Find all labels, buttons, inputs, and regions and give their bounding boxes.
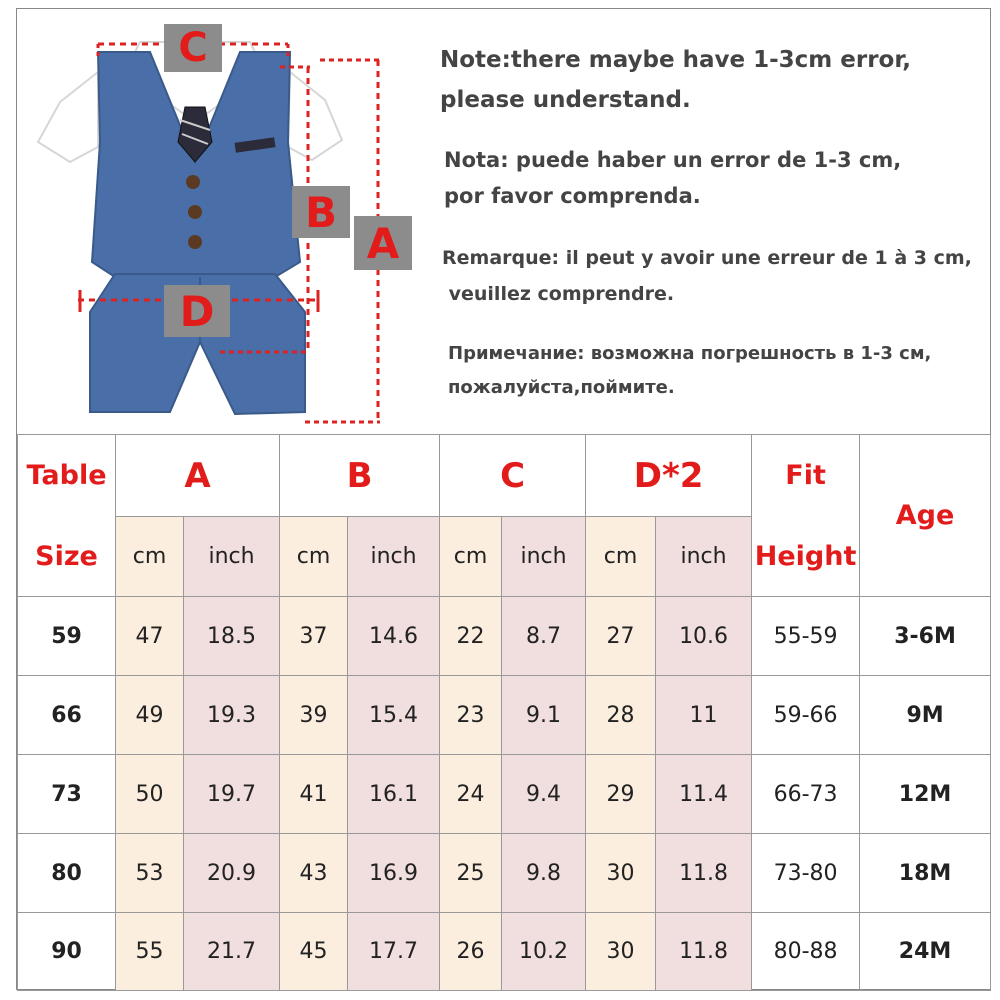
cell-c-inch: 9.8 [502,834,586,913]
button-3 [188,235,202,249]
cell-b-cm: 41 [280,755,348,834]
cell-a-inch: 20.9 [184,834,280,913]
label-d: D [164,285,230,337]
note-es-line2: por favor comprenda. [444,184,701,208]
cell-b-inch: 16.1 [348,755,440,834]
cell-a-inch: 19.3 [184,676,280,755]
cell-d-cm: 29 [586,755,656,834]
cell-d-inch: 11 [656,676,752,755]
unit-a-inch: inch [184,517,280,597]
header-fit: Fit [752,435,860,517]
cell-age: 9M [860,676,991,755]
unit-b-inch: inch [348,517,440,597]
table-row [18,755,991,834]
cell-d-cm: 27 [586,597,656,676]
cell-age: 12M [860,755,991,834]
cell-b-cm: 43 [280,834,348,913]
cell-b-inch: 15.4 [348,676,440,755]
unit-a-cm: cm [116,517,184,597]
size-table [17,434,991,991]
label-b: B [292,186,350,238]
cell-c-inch: 9.1 [502,676,586,755]
label-a: A [354,216,412,270]
table-row [18,913,991,991]
note-en-line2: please understand. [440,87,691,113]
left-sleeve [38,72,98,162]
unit-d-inch: inch [656,517,752,597]
header-c: C [440,435,586,517]
cell-d-inch: 11.4 [656,755,752,834]
button-2 [188,205,202,219]
cell-a-cm: 50 [116,755,184,834]
cell-c-inch: 9.4 [502,755,586,834]
note-es-line1: Nota: puede haber un error de 1-3 cm, [444,148,902,172]
cell-a-inch: 19.7 [184,755,280,834]
cell-a-inch: 21.7 [184,913,280,991]
cell-size: 90 [18,913,116,991]
cell-d-inch: 11.8 [656,834,752,913]
cell-c-inch: 10.2 [502,913,586,991]
header-age: Age [860,435,991,597]
cell-b-inch: 16.9 [348,834,440,913]
cell-c-cm: 24 [440,755,502,834]
cell-b-cm: 37 [280,597,348,676]
unit-c-inch: inch [502,517,586,597]
header-b: B [280,435,440,517]
cell-age: 24M [860,913,991,991]
cell-size: 80 [18,834,116,913]
cell-b-inch: 17.7 [348,913,440,991]
note-ru-line2: пожалуйста,поймите. [448,377,675,398]
cell-b-inch: 14.6 [348,597,440,676]
cell-b-cm: 45 [280,913,348,991]
cell-height: 80-88 [752,913,860,991]
note-ru-line1: Примечание: возможна погрешность в 1-3 см, [448,343,932,364]
cell-b-cm: 39 [280,676,348,755]
cell-size: 66 [18,676,116,755]
header-table: Table [18,435,116,517]
note-fr-line1: Remarque: il peut y avoir une erreur de 1 à 3 cm, [442,247,972,269]
cell-a-cm: 47 [116,597,184,676]
header-a: A [116,435,280,517]
cell-height: 55-59 [752,597,860,676]
cell-height: 66-73 [752,755,860,834]
unit-b-cm: cm [280,517,348,597]
cell-c-cm: 26 [440,913,502,991]
note-en-line1: Note:there maybe have 1-3cm error, [440,47,912,73]
table-row [18,676,991,755]
cell-age: 3-6M [860,597,991,676]
cell-d-cm: 30 [586,913,656,991]
cell-d-cm: 28 [586,676,656,755]
cell-c-cm: 22 [440,597,502,676]
cell-size: 73 [18,755,116,834]
right-sleeve [288,72,342,160]
unit-d-cm: cm [586,517,656,597]
header-height: Height [752,517,860,597]
header-d: D*2 [586,435,752,517]
cell-a-cm: 49 [116,676,184,755]
cell-d-inch: 10.6 [656,597,752,676]
cell-height: 73-80 [752,834,860,913]
cell-c-inch: 8.7 [502,597,586,676]
note-fr-line2: veuillez comprendre. [442,283,675,305]
label-c: C [164,24,222,72]
table-row [18,597,991,676]
cell-age: 18M [860,834,991,913]
cell-size: 59 [18,597,116,676]
cell-a-inch: 18.5 [184,597,280,676]
cell-d-inch: 11.8 [656,913,752,991]
table-row [18,834,991,913]
cell-c-cm: 25 [440,834,502,913]
cell-c-cm: 23 [440,676,502,755]
cell-a-cm: 55 [116,913,184,991]
cell-height: 59-66 [752,676,860,755]
cell-d-cm: 30 [586,834,656,913]
header-size: Size [18,517,116,597]
cell-a-cm: 53 [116,834,184,913]
button-1 [186,175,200,189]
unit-c-cm: cm [440,517,502,597]
